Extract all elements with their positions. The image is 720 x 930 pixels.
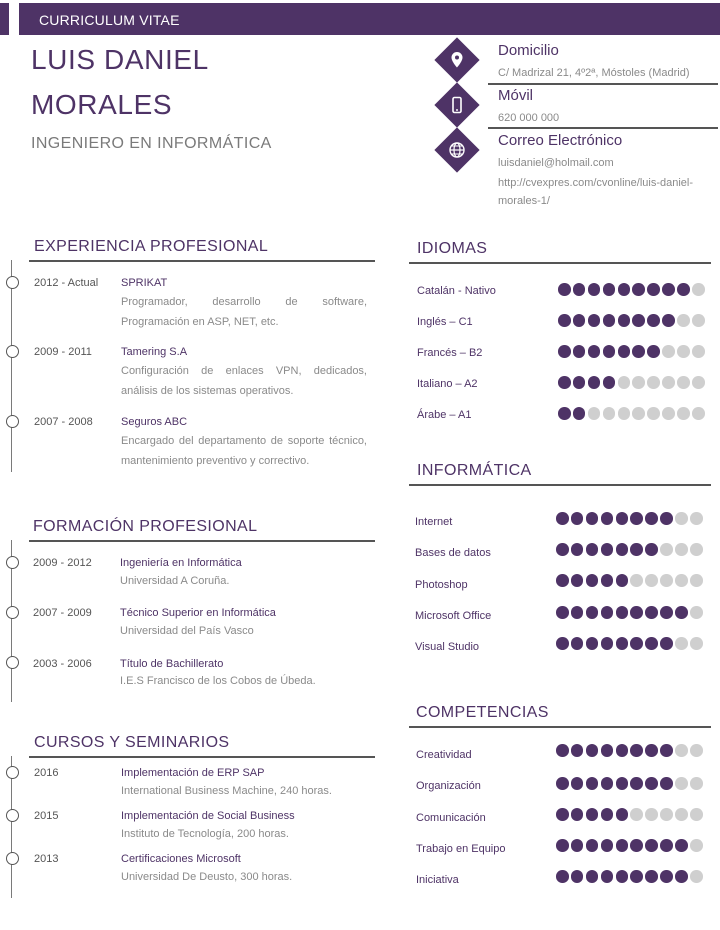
rating-dot-filled [616, 808, 629, 821]
education-institution: Universidad A Coruña. [120, 575, 230, 587]
computing-skill-label: Photoshop [415, 579, 468, 591]
rating-dot-filled [630, 870, 643, 883]
rating-dot-filled [556, 574, 569, 587]
rating-dot-filled [556, 870, 569, 883]
rating-dot-empty [630, 808, 643, 821]
rating-dot-empty [588, 407, 601, 420]
rating-dot-filled [558, 283, 571, 296]
rating-dot-empty [692, 314, 705, 327]
rating-dot-filled [603, 283, 616, 296]
language-label: Árabe – A1 [417, 409, 472, 421]
timeline-marker [6, 766, 19, 779]
rating-dot-empty [603, 407, 616, 420]
rating-dot-filled [571, 870, 584, 883]
experience-company: SPRIKAT [121, 277, 168, 289]
rating-dot-filled [556, 744, 569, 757]
experience-title: EXPERIENCIA PROFESIONAL [34, 238, 269, 255]
rating-dot-empty [662, 376, 675, 389]
rating-dot-filled [556, 777, 569, 790]
cv-banner [19, 3, 720, 35]
rating-dot-empty [645, 808, 658, 821]
competency-label: Comunicación [416, 812, 486, 824]
rating-dot-filled [662, 314, 675, 327]
rating-dot-filled [573, 283, 586, 296]
rating-dot-filled [571, 744, 584, 757]
section-divider [409, 262, 711, 264]
rating-dot-filled [571, 777, 584, 790]
courses-title: CURSOS Y SEMINARIOS [34, 734, 230, 751]
rating-dot-filled [616, 870, 629, 883]
rating-dot-empty [690, 512, 703, 525]
rating-dot-empty [618, 376, 631, 389]
competency-label: Iniciativa [416, 874, 459, 886]
section-divider [29, 540, 375, 542]
rating-dot-filled [630, 606, 643, 619]
competency-label: Creatividad [416, 749, 472, 761]
experience-desc: Programador, desarrollo de software, Programación en ASP, NET, etc. [121, 296, 367, 328]
rating-dot-filled [616, 744, 629, 757]
rating-dot-filled [571, 512, 584, 525]
rating-dot-filled [558, 314, 571, 327]
education-date: 2009 - 2012 [33, 557, 92, 569]
contact-label-address: Domicilio [498, 42, 559, 59]
rating-dot-empty [692, 345, 705, 358]
course-title: Implementación de ERP SAP [121, 767, 265, 779]
language-label: Francés – B2 [417, 347, 483, 359]
rating-dot-filled [632, 283, 645, 296]
rating-dot-filled [616, 637, 629, 650]
rating-dot-empty [690, 543, 703, 556]
experience-company: Tamering S.A [121, 346, 188, 358]
experience-company: Seguros ABC [121, 416, 188, 428]
rating-dot-filled [630, 744, 643, 757]
education-institution: I.E.S Francisco de los Cobos de Úbeda. [120, 675, 316, 687]
rating-dot-empty [660, 808, 673, 821]
competency-rating [556, 870, 703, 883]
rating-dot-filled [586, 574, 599, 587]
rating-dot-filled [677, 283, 690, 296]
rating-dot-filled [632, 314, 645, 327]
contact-divider [488, 127, 718, 129]
education-degree: Ingeniería en Informática [120, 557, 242, 569]
rating-dot-filled [601, 808, 614, 821]
rating-dot-filled [660, 744, 673, 757]
language-label: Inglés – C1 [417, 316, 473, 328]
rating-dot-filled [586, 637, 599, 650]
contact-phone: 620 000 000 [498, 112, 560, 124]
rating-dot-filled [588, 314, 601, 327]
rating-dot-filled [618, 283, 631, 296]
rating-dot-filled [588, 345, 601, 358]
rating-dot-filled [630, 543, 643, 556]
timeline-marker [6, 345, 19, 358]
rating-dot-filled [632, 345, 645, 358]
timeline-marker [6, 276, 19, 289]
rating-dot-filled [660, 870, 673, 883]
competency-rating [556, 839, 703, 852]
computing-skill-rating [556, 512, 703, 525]
language-rating [558, 314, 705, 327]
section-divider [409, 726, 711, 728]
rating-dot-empty [690, 839, 703, 852]
rating-dot-filled [662, 283, 675, 296]
experience-date: 2012 - Actual [34, 277, 99, 289]
computing-skill-rating [556, 637, 703, 650]
rating-dot-filled [601, 574, 614, 587]
rating-dot-filled [675, 870, 688, 883]
location-pin-icon [434, 37, 479, 82]
rating-dot-filled [647, 314, 660, 327]
contact-divider [488, 83, 718, 85]
rating-dot-filled [556, 808, 569, 821]
computing-skill-rating [556, 543, 703, 556]
rating-dot-filled [556, 637, 569, 650]
rating-dot-empty [660, 543, 673, 556]
rating-dot-filled [586, 839, 599, 852]
rating-dot-empty [690, 574, 703, 587]
rating-dot-filled [571, 808, 584, 821]
education-title: FORMACIÓN PROFESIONAL [33, 518, 258, 535]
rating-dot-filled [645, 606, 658, 619]
course-desc: Instituto de Tecnología, 200 horas. [121, 828, 289, 840]
rating-dot-filled [618, 345, 631, 358]
competency-rating [556, 744, 703, 757]
education-degree: Técnico Superior en Informática [120, 607, 276, 619]
rating-dot-filled [616, 606, 629, 619]
rating-dot-empty [675, 777, 688, 790]
rating-dot-filled [588, 376, 601, 389]
rating-dot-filled [558, 376, 571, 389]
rating-dot-empty [647, 407, 660, 420]
computing-skill-label: Bases de datos [415, 547, 491, 559]
banner-accent [0, 3, 9, 35]
rating-dot-filled [630, 637, 643, 650]
rating-dot-filled [660, 839, 673, 852]
rating-dot-filled [603, 314, 616, 327]
rating-dot-filled [645, 512, 658, 525]
rating-dot-filled [616, 574, 629, 587]
rating-dot-empty [677, 345, 690, 358]
rating-dot-filled [586, 512, 599, 525]
rating-dot-empty [675, 744, 688, 757]
rating-dot-filled [601, 744, 614, 757]
rating-dot-empty [690, 606, 703, 619]
computing-skill-label: Internet [415, 516, 453, 528]
contact-website-cont[interactable]: morales-1/ [498, 195, 550, 207]
rating-dot-empty [618, 407, 631, 420]
rating-dot-empty [677, 407, 690, 420]
rating-dot-filled [660, 777, 673, 790]
languages-title: IDIOMAS [417, 240, 488, 257]
rating-dot-filled [601, 543, 614, 556]
language-rating [558, 376, 705, 389]
rating-dot-filled [571, 637, 584, 650]
rating-dot-filled [645, 839, 658, 852]
competencies-title: COMPETENCIAS [416, 704, 549, 721]
rating-dot-filled [630, 512, 643, 525]
rating-dot-filled [647, 345, 660, 358]
experience-date: 2009 - 2011 [34, 346, 92, 358]
timeline-marker [6, 606, 19, 619]
rating-dot-filled [558, 407, 571, 420]
education-date: 2007 - 2009 [33, 607, 92, 619]
rating-dot-filled [616, 839, 629, 852]
rating-dot-empty [662, 345, 675, 358]
contact-website[interactable]: http://cvexpres.com/cvonline/luis-daniel- [498, 177, 694, 189]
rating-dot-filled [601, 777, 614, 790]
computing-skill-label: Visual Studio [415, 641, 480, 653]
language-rating [558, 345, 705, 358]
experience-date: 2007 - 2008 [34, 416, 93, 428]
rating-dot-empty [692, 407, 705, 420]
contact-email[interactable]: luisdaniel@holmail.com [498, 157, 614, 169]
education-date: 2003 - 2006 [33, 658, 92, 670]
rating-dot-filled [660, 512, 673, 525]
banner-title: CURRICULUM VITAE [39, 12, 180, 28]
rating-dot-empty [675, 637, 688, 650]
competency-rating [556, 777, 703, 790]
rating-dot-filled [586, 870, 599, 883]
rating-dot-empty [690, 744, 703, 757]
education-institution: Universidad del País Vasco [120, 625, 254, 637]
course-desc: International Business Machine, 240 horas. [121, 785, 332, 797]
rating-dot-empty [645, 574, 658, 587]
course-desc: Universidad De Deusto, 300 horas. [121, 871, 293, 883]
language-rating [558, 283, 705, 296]
rating-dot-filled [603, 376, 616, 389]
competency-label: Trabajo en Equipo [416, 843, 506, 855]
rating-dot-filled [601, 606, 614, 619]
rating-dot-filled [616, 512, 629, 525]
rating-dot-filled [660, 637, 673, 650]
rating-dot-filled [601, 512, 614, 525]
rating-dot-empty [675, 574, 688, 587]
rating-dot-filled [586, 606, 599, 619]
rating-dot-empty [675, 512, 688, 525]
rating-dot-filled [556, 606, 569, 619]
timeline-line [11, 260, 12, 472]
contact-address: C/ Madrizal 21, 4º2ª, Móstoles (Madrid) [498, 67, 690, 79]
computing-skill-rating [556, 574, 703, 587]
section-divider [409, 484, 711, 486]
timeline-marker [6, 556, 19, 569]
rating-dot-empty [675, 808, 688, 821]
rating-dot-filled [571, 543, 584, 556]
rating-dot-empty [660, 574, 673, 587]
course-title: Implementación de Social Business [121, 810, 295, 822]
rating-dot-filled [586, 543, 599, 556]
course-date: 2015 [34, 810, 59, 822]
rating-dot-filled [630, 839, 643, 852]
course-date: 2016 [34, 767, 59, 779]
rating-dot-filled [556, 512, 569, 525]
rating-dot-filled [556, 543, 569, 556]
rating-dot-filled [601, 839, 614, 852]
experience-desc: Configuración de enlaces VPN, dedicados, análisis de los sistemas operativos. [121, 365, 367, 397]
education-degree: Título de Bachillerato [120, 658, 224, 670]
rating-dot-filled [630, 777, 643, 790]
rating-dot-empty [690, 777, 703, 790]
contact-label-email: Correo Electrónico [498, 132, 623, 149]
course-title: Certificaciones Microsoft [121, 853, 241, 865]
rating-dot-filled [645, 870, 658, 883]
rating-dot-filled [675, 606, 688, 619]
rating-dot-empty [675, 543, 688, 556]
section-divider [29, 260, 375, 262]
rating-dot-empty [677, 376, 690, 389]
timeline-marker [6, 809, 19, 822]
rating-dot-empty [632, 407, 645, 420]
computing-skill-label: Microsoft Office [415, 610, 492, 622]
rating-dot-filled [616, 777, 629, 790]
rating-dot-empty [647, 376, 660, 389]
rating-dot-filled [571, 606, 584, 619]
rating-dot-filled [645, 744, 658, 757]
rating-dot-filled [616, 543, 629, 556]
rating-dot-empty [690, 637, 703, 650]
timeline-marker [6, 656, 19, 669]
rating-dot-filled [586, 808, 599, 821]
rating-dot-filled [601, 870, 614, 883]
language-label: Catalán - Nativo [417, 285, 496, 297]
rating-dot-empty [690, 870, 703, 883]
rating-dot-filled [573, 314, 586, 327]
rating-dot-empty [692, 376, 705, 389]
rating-dot-filled [573, 407, 586, 420]
rating-dot-filled [660, 606, 673, 619]
rating-dot-empty [690, 808, 703, 821]
rating-dot-filled [645, 777, 658, 790]
timeline-marker [6, 852, 19, 865]
rating-dot-filled [573, 345, 586, 358]
rating-dot-empty [632, 376, 645, 389]
rating-dot-filled [645, 637, 658, 650]
rating-dot-filled [645, 543, 658, 556]
rating-dot-empty [662, 407, 675, 420]
competency-rating [556, 808, 703, 821]
rating-dot-empty [630, 574, 643, 587]
language-label: Italiano – A2 [417, 378, 478, 390]
rating-dot-filled [675, 839, 688, 852]
name-line-1: LUIS DANIEL [31, 44, 209, 75]
mobile-phone-icon [434, 82, 479, 127]
rating-dot-filled [571, 839, 584, 852]
rating-dot-empty [677, 314, 690, 327]
rating-dot-filled [601, 637, 614, 650]
experience-desc: Encargado del departamento de soporte técnico, mantenimiento preventivo y correctivo. [121, 435, 367, 467]
rating-dot-filled [558, 345, 571, 358]
computing-title: INFORMÁTICA [417, 462, 532, 479]
rating-dot-filled [647, 283, 660, 296]
timeline-marker [6, 415, 19, 428]
competency-label: Organización [416, 780, 481, 792]
rating-dot-filled [603, 345, 616, 358]
globe-icon [434, 127, 479, 172]
section-divider [29, 756, 375, 758]
rating-dot-empty [692, 283, 705, 296]
rating-dot-filled [618, 314, 631, 327]
rating-dot-filled [573, 376, 586, 389]
name-line-2: MORALES [31, 89, 173, 120]
language-rating [558, 407, 705, 420]
rating-dot-filled [556, 839, 569, 852]
course-date: 2013 [34, 853, 59, 865]
rating-dot-filled [586, 744, 599, 757]
contact-label-mobile: Móvil [498, 87, 534, 104]
computing-skill-rating [556, 606, 703, 619]
rating-dot-filled [586, 777, 599, 790]
rating-dot-filled [588, 283, 601, 296]
job-title: INGENIERO EN INFORMÁTICA [31, 135, 272, 152]
rating-dot-filled [571, 574, 584, 587]
